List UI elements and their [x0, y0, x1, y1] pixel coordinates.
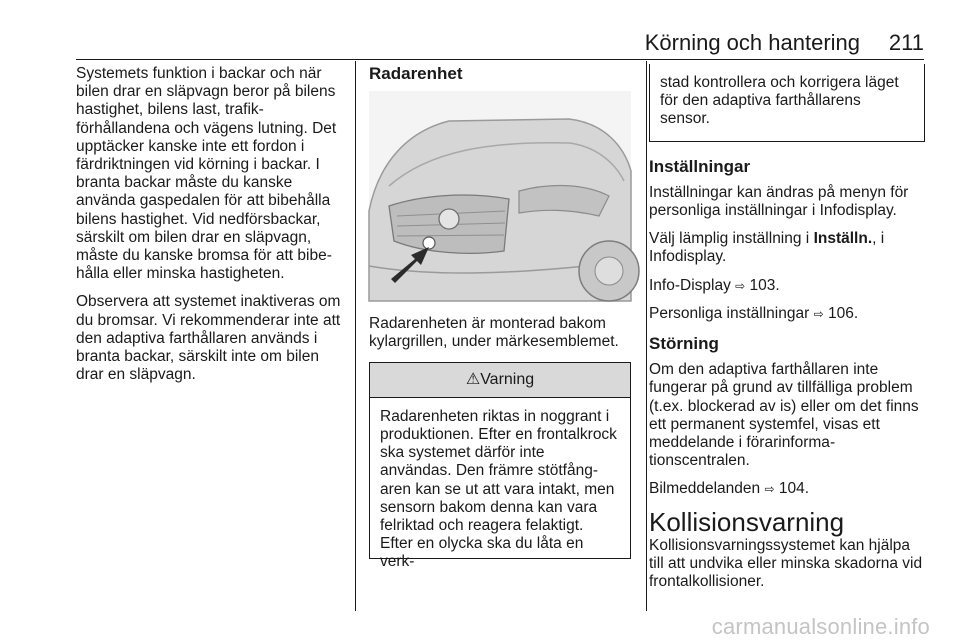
paragraph-hills: Systemets funktion i backar och när bilen drar en släpvagn beror på bilens hastighet, bilens last, trafikförhållandena och vägens lutning. Det upptäcker kanske inte ett fordon i färdriktningen vid körning i backar. I branta backar måste du kanske använda gaspedalen för att bibehålla bilens hastighet. Vid nedförsbackar, särskilt om bilen drar en släpvagn, måste du kanske bromsa för att bibehålla eller minska hastigheten.	[76, 65, 337, 283]
reference-vehicle-messages	[649, 480, 925, 498]
reference-info-display	[649, 277, 925, 295]
paragraph-select-setting	[649, 230, 925, 266]
page-number: 211	[888, 30, 924, 55]
warning-header	[369, 362, 631, 398]
heading-radar-unit: Radarenhet	[369, 64, 463, 83]
radar-unit-illustration	[369, 91, 631, 301]
column-3	[649, 64, 925, 601]
paragraph-collision-warning: Kollisionsvarningssystemet kan hjälpa till att undvika eller minska skadorna vid frontalkollisioner.	[649, 536, 923, 591]
reference-label: Bilmeddelanden	[649, 480, 761, 498]
header-rule	[76, 59, 924, 60]
warning-text: Radarenheten riktas in noggrant i produktionen. Efter en frontalkrock ska systemet därför inte användas. Den främre stötfångaren kan se ut att vara intakt, men sensorn bakom denna kan vara felriktad och reagera felaktigt. Efter en olycka ska du låta en verk-	[380, 407, 617, 571]
reference-page: 106.	[827, 304, 859, 322]
reference-page: 103.	[749, 276, 780, 294]
column-1	[76, 65, 348, 394]
watermark: carmanualsonline.info	[711, 614, 930, 639]
page-reference-icon: ⇨	[735, 278, 746, 293]
heading-settings: Inställningar	[649, 156, 751, 176]
text-fragment: Välj lämplig inställning i	[649, 230, 814, 248]
reference-label: Info-Display	[649, 276, 731, 294]
car-front-illustration	[369, 91, 631, 301]
page-reference-icon: ⇨	[764, 482, 775, 497]
text-fragment: , i Infodisplay.	[649, 230, 885, 266]
reference-page: 104.	[778, 480, 810, 498]
warning-title: Varning	[480, 370, 535, 388]
column-divider-1	[355, 61, 356, 611]
paragraph-fault: Om den adaptiva farthållaren inte fungerar på grund av tillfälliga problem (t.ex. blockerad av is) eller om det finns ett permanent systemfel, visas ett meddelande i förarinformationscentralen.	[649, 361, 919, 470]
radar-caption: Radarenheten är monterad bakom kylargrillen, under märkesemblemet.	[369, 315, 619, 351]
heading-collision-warning: Kollisionsvarning	[649, 506, 845, 537]
paragraph-braking: Observera att systemet inaktiveras om du bromsar. Vi rekommenderar inte att den adaptiva farthållaren används i branta backar, särskilt inte om bilen drar en släpvagn.	[76, 293, 341, 384]
column-2	[369, 64, 631, 571]
heading-fault: Störning	[649, 334, 719, 354]
header-title: Körning och hantering	[644, 30, 860, 55]
paragraph-settings: Inställningar kan ändras på menyn för personliga inställningar i Infodisplay.	[649, 183, 909, 220]
warning-icon: ⚠	[465, 370, 481, 388]
column-divider-2	[646, 61, 647, 611]
reference-personal-settings	[649, 305, 925, 323]
reference-label: Personliga inställningar	[649, 304, 810, 322]
warning-continuation-box: stad kontrollera och korrigera läget för den adaptiva farthållarens sensor.	[649, 64, 925, 142]
menu-label-installn: Inställn.	[813, 230, 873, 248]
page-reference-icon: ⇨	[813, 306, 824, 321]
warning-box	[369, 362, 631, 571]
